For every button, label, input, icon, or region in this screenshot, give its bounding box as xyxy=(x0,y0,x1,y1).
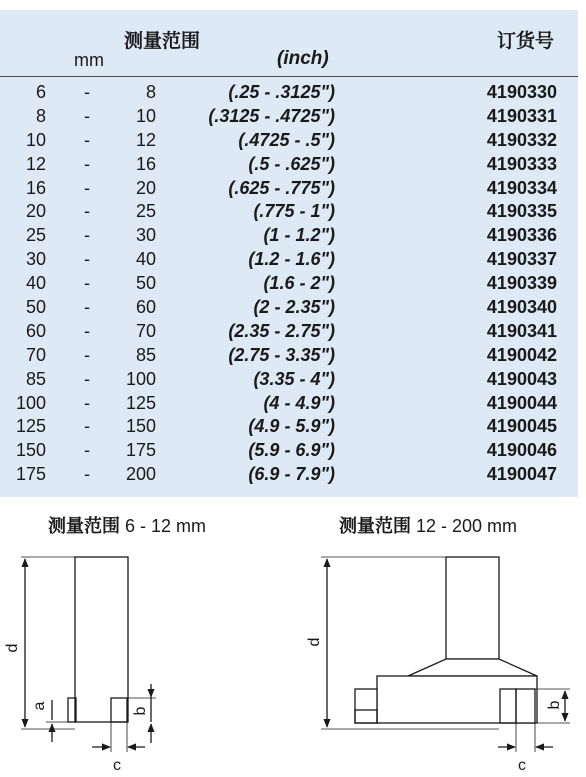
range-dash-cell: - xyxy=(84,416,90,437)
inch-range-cell: (2.75 - 3.35") xyxy=(228,344,335,365)
inch-range-cell: (2 - 2.35") xyxy=(253,297,335,318)
range-max-cell: 12 xyxy=(135,129,156,150)
inch-range-cell: (.3125 - .4725") xyxy=(208,105,335,126)
range-max-cell: 85 xyxy=(135,344,156,365)
range-min-cell: 6 xyxy=(35,82,46,102)
right-caption-range: 12 - 200 mm xyxy=(411,516,518,536)
order-number-cell: 4190047 xyxy=(486,464,557,485)
range-dash-cell: - xyxy=(84,249,90,270)
range-header: 测量范围 xyxy=(124,31,201,52)
right-gauge-taper xyxy=(408,659,537,676)
order-number-header: 订货号 xyxy=(497,31,555,52)
inch-range-cell: (3.35 - 4") xyxy=(253,368,335,389)
right-label-d: d xyxy=(306,637,323,647)
order-number-cell: 4190331 xyxy=(486,105,557,126)
right-gauge-contact-b xyxy=(516,689,535,723)
left-gauge-body xyxy=(75,557,128,722)
range-max-cell: 125 xyxy=(125,392,156,413)
inch-range-cell: (1.2 - 1.6") xyxy=(248,249,335,270)
inch-range-cell: (1 - 1.2") xyxy=(263,225,335,246)
range-dash-cell: - xyxy=(84,320,90,341)
range-dash-cell: - xyxy=(84,344,90,365)
right-gauge-foot-left xyxy=(355,689,377,723)
order-number-cell: 4190044 xyxy=(486,392,557,413)
range-dash-cell: - xyxy=(84,129,90,150)
inch-range-cell: (1.6 - 2") xyxy=(263,273,335,294)
range-min-cell: 70 xyxy=(25,344,46,365)
range-max-cell: 50 xyxy=(135,273,156,294)
left-label-d: d xyxy=(4,643,21,653)
left-label-a: a xyxy=(31,701,48,711)
inch-range-cell: (4.9 - 5.9") xyxy=(248,416,335,437)
inch-range-cell: (.625 - .775") xyxy=(228,177,335,198)
order-number-cell: 4190337 xyxy=(486,249,557,270)
right-label-c: c xyxy=(518,757,526,774)
range-min-cell: 150 xyxy=(15,440,46,461)
right-caption-title: 测量范围 xyxy=(339,516,411,536)
range-dash-cell: - xyxy=(84,464,90,485)
inch-range-cell: (6.9 - 7.9") xyxy=(248,464,335,485)
range-min-cell: 50 xyxy=(25,297,46,318)
range-max-cell: 150 xyxy=(125,416,156,437)
range-max-cell: 70 xyxy=(135,320,156,341)
range-min-cell: 20 xyxy=(25,201,46,222)
right-gauge-stem xyxy=(446,557,499,659)
range-max-cell: 40 xyxy=(135,249,156,270)
range-dash-cell: - xyxy=(84,273,90,294)
range-min-cell: 125 xyxy=(15,416,46,437)
range-min-cell: 40 xyxy=(25,273,46,294)
order-number-cell: 4190330 xyxy=(486,82,557,102)
range-dash-cell: - xyxy=(84,153,90,174)
range-dash-cell: - xyxy=(84,368,90,389)
inch-range-cell: (.25 - .3125") xyxy=(228,82,335,102)
order-number-cell: 4190339 xyxy=(486,273,557,294)
range-min-cell: 100 xyxy=(15,392,46,413)
order-number-cell: 4190333 xyxy=(486,153,557,174)
inch-range-cell: (.5 - .625") xyxy=(248,153,335,174)
order-number-cell: 4190340 xyxy=(486,297,557,318)
order-number-cell: 4190043 xyxy=(486,368,557,389)
order-number-cell: 4190042 xyxy=(486,344,557,365)
range-min-cell: 12 xyxy=(25,153,46,174)
range-dash-cell: - xyxy=(84,440,90,461)
range-min-cell: 10 xyxy=(25,129,46,150)
inch-range-cell: (2.35 - 2.75") xyxy=(228,320,335,341)
order-number-cell: 4190046 xyxy=(486,440,557,461)
range-min-cell: 60 xyxy=(25,320,46,341)
range-dash-cell: - xyxy=(84,82,90,102)
range-max-cell: 100 xyxy=(125,368,156,389)
right-label-b: b xyxy=(546,700,563,710)
inch-range-cell: (.775 - 1") xyxy=(253,201,335,222)
inch-range-cell: (.4725 - .5") xyxy=(238,129,335,150)
inch-range-cell: (5.9 - 6.9") xyxy=(248,440,335,461)
mm-unit-header: mm xyxy=(74,50,104,70)
range-max-cell: 200 xyxy=(125,464,156,485)
range-max-cell: 16 xyxy=(135,153,156,174)
range-min-cell: 175 xyxy=(15,464,46,485)
inch-unit-header: (inch) xyxy=(277,48,329,69)
left-label-c: c xyxy=(113,757,121,774)
range-min-cell: 85 xyxy=(25,368,46,389)
range-max-cell: 60 xyxy=(135,297,156,318)
range-max-cell: 30 xyxy=(135,225,156,246)
right-gauge-drawing xyxy=(355,557,537,723)
range-max-cell: 175 xyxy=(125,440,156,461)
range-max-cell: 20 xyxy=(135,177,156,198)
order-number-cell: 4190334 xyxy=(486,177,557,198)
range-dash-cell: - xyxy=(84,177,90,198)
order-number-cell: 4190335 xyxy=(486,201,557,222)
order-number-cell: 4190341 xyxy=(486,320,557,341)
range-min-cell: 30 xyxy=(25,249,46,270)
right-gauge-base xyxy=(377,676,537,723)
left-caption-range: 6 - 12 mm xyxy=(120,516,207,536)
range-dash-cell: - xyxy=(84,201,90,222)
order-number-cell: 4190045 xyxy=(486,416,557,437)
order-number-cell: 4190332 xyxy=(486,129,557,150)
range-max-cell: 8 xyxy=(145,82,156,102)
range-max-cell: 10 xyxy=(135,105,156,126)
inch-range-cell: (4 - 4.9") xyxy=(263,392,335,413)
range-dash-cell: - xyxy=(84,392,90,413)
range-max-cell: 25 xyxy=(135,201,156,222)
left-gauge-drawing xyxy=(21,557,156,752)
range-dash-cell: - xyxy=(84,297,90,318)
left-label-b: b xyxy=(132,706,149,716)
range-min-cell: 8 xyxy=(35,105,46,126)
left-caption-title: 测量范围 xyxy=(48,516,120,536)
range-min-cell: 16 xyxy=(25,177,46,198)
range-dash-cell: - xyxy=(84,105,90,126)
order-number-cell: 4190336 xyxy=(486,225,557,246)
range-min-cell: 25 xyxy=(25,225,46,246)
range-dash-cell: - xyxy=(84,225,90,246)
